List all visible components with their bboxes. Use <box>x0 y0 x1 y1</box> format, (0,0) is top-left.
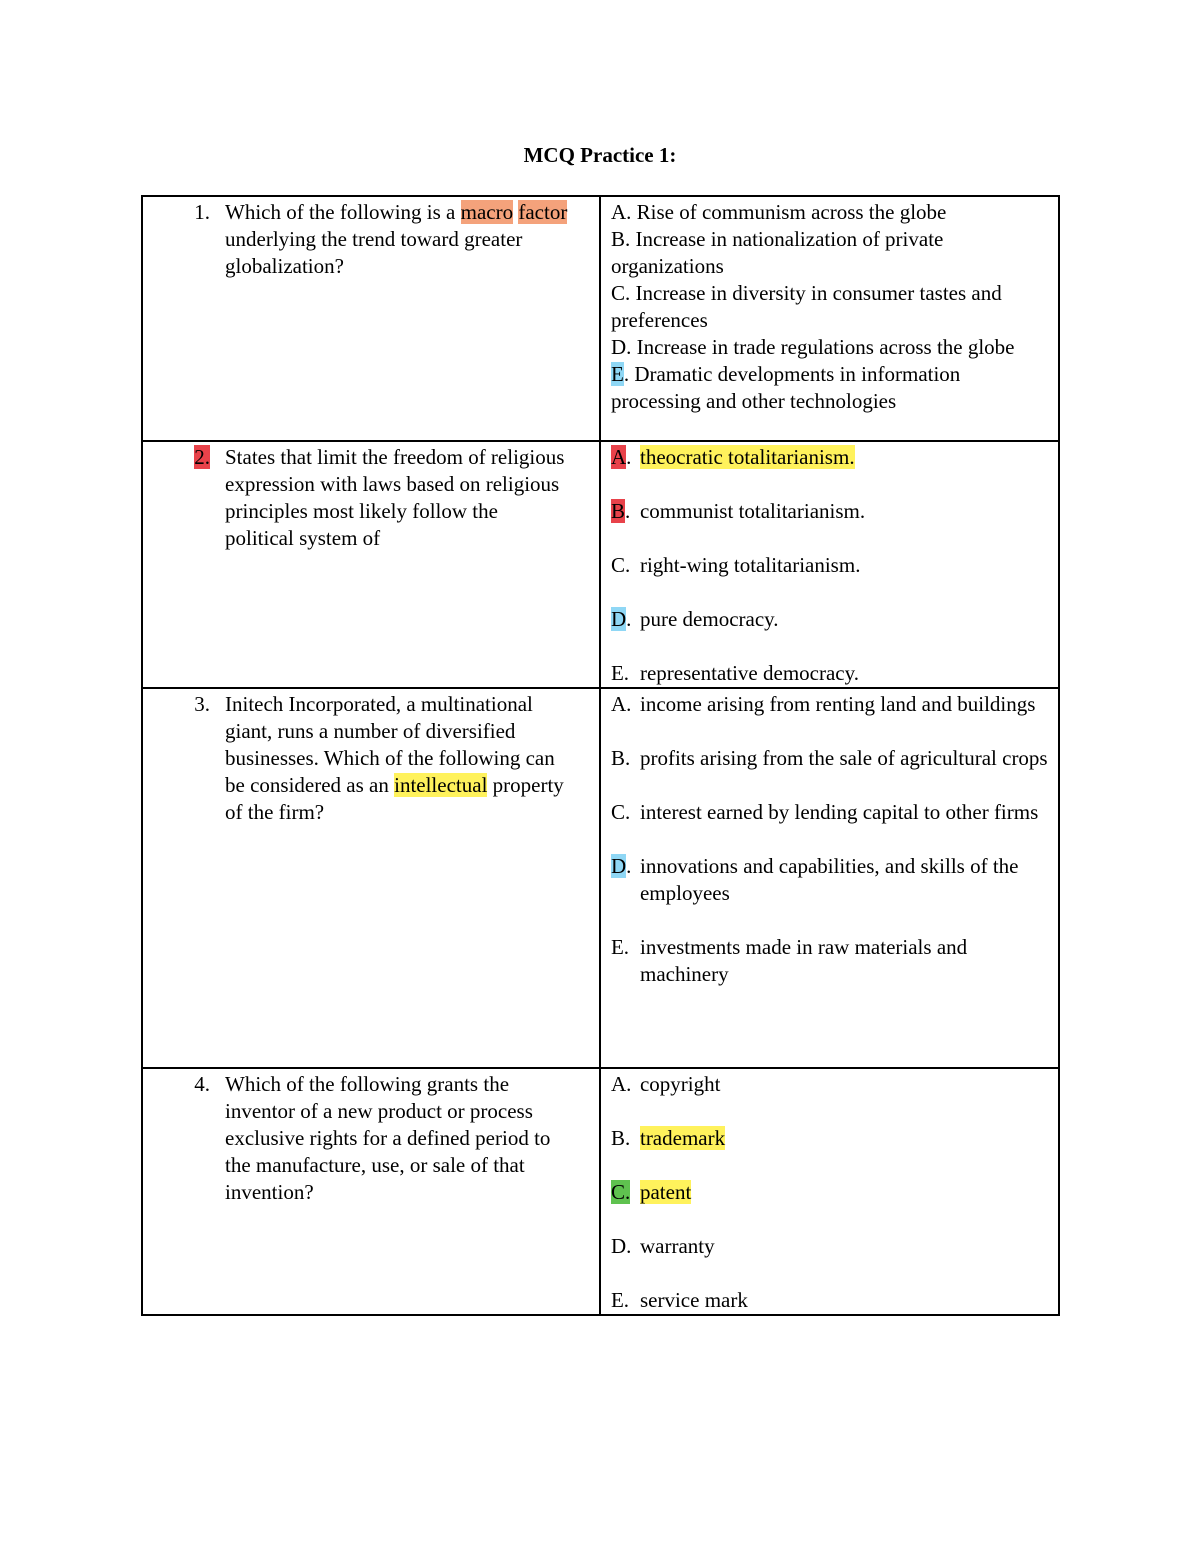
answer-cell-2 <box>600 441 1059 688</box>
question-row-1 <box>142 196 1059 441</box>
option-c: C. right-wing totalitarianism. <box>610 553 861 577</box>
option-d: D. Increase in trade regulations across the globe <box>610 335 1015 359</box>
option-e: E. investments made in raw materials and machinery <box>610 935 968 986</box>
option-a: A. Rise of communism across the globe <box>610 200 947 224</box>
question-number: 3. <box>194 692 210 716</box>
option-c: C. patent <box>610 1180 692 1204</box>
option-c: C. Increase in diversity in consumer tastes and preferences <box>610 281 1002 332</box>
page-title: MCQ Practice 1: <box>523 143 677 167</box>
option-text-highlight: patent <box>639 1180 692 1204</box>
option-e: E. representative democracy. <box>610 661 859 685</box>
option-d: D. warranty <box>610 1234 715 1258</box>
option-b: B. profits arising from the sale of agricultural crops <box>610 746 1048 770</box>
option-b: B. trademark <box>610 1126 726 1150</box>
question-cell-3 <box>142 688 600 1068</box>
question-text: Initech Incorporated, a multinational giant, runs a number of diversified businesses. Which of the following can be considered as an intellectual property of the firm? <box>225 692 564 824</box>
mcq-table <box>141 195 1060 1316</box>
question-row-3 <box>142 688 1059 1068</box>
question-row-2 <box>142 441 1059 688</box>
option-a: A. copyright <box>610 1072 721 1096</box>
option-a: A. income arising from renting land and buildings <box>610 692 1036 716</box>
option-text-highlight: theocratic totalitarianism. <box>639 445 855 469</box>
option-letter-highlight: E <box>610 362 624 386</box>
question-text: Which of the following grants the inventor of a new product or process exclusive rights for a defined period to the manufacture, use, or sale of that invention? <box>225 1072 551 1204</box>
option-b: B. Increase in nationalization of private organizations <box>610 227 944 278</box>
question-cell-4 <box>142 1068 600 1315</box>
answer-cell-4 <box>600 1068 1059 1315</box>
option-b: B. communist totalitarianism. <box>610 499 866 523</box>
question-text: States that limit the freedom of religious expression with laws based on religious principles most likely follow the political system of <box>225 445 565 550</box>
option-a: A. theocratic totalitarianism. <box>610 445 855 469</box>
highlight-factor: factor <box>518 200 568 224</box>
question-number: 1. <box>194 200 210 224</box>
question-row-4 <box>142 1068 1059 1315</box>
highlight-intellectual: intellectual <box>394 773 488 797</box>
question-cell-2 <box>142 441 600 688</box>
question-number: 4. <box>194 1072 210 1096</box>
question-text: Which of the following is a macro factor underlying the trend toward greater globalization? <box>225 200 568 278</box>
option-c: C. interest earned by lending capital to other firms <box>610 800 1039 824</box>
question-number: 2. <box>194 445 210 469</box>
answer-cell-1 <box>600 196 1059 441</box>
question-cell-1 <box>142 196 600 441</box>
option-text-highlight: trademark <box>639 1126 726 1150</box>
answer-cell-3 <box>600 688 1059 1068</box>
option-e: E. service mark <box>610 1288 748 1312</box>
option-d: D. pure democracy. <box>610 607 779 631</box>
option-e: E. Dramatic developments in information processing and other technologies <box>610 362 961 413</box>
highlight-macro: macro <box>460 200 514 224</box>
option-d: D. innovations and capabilities, and skills of the employees <box>610 854 1019 905</box>
